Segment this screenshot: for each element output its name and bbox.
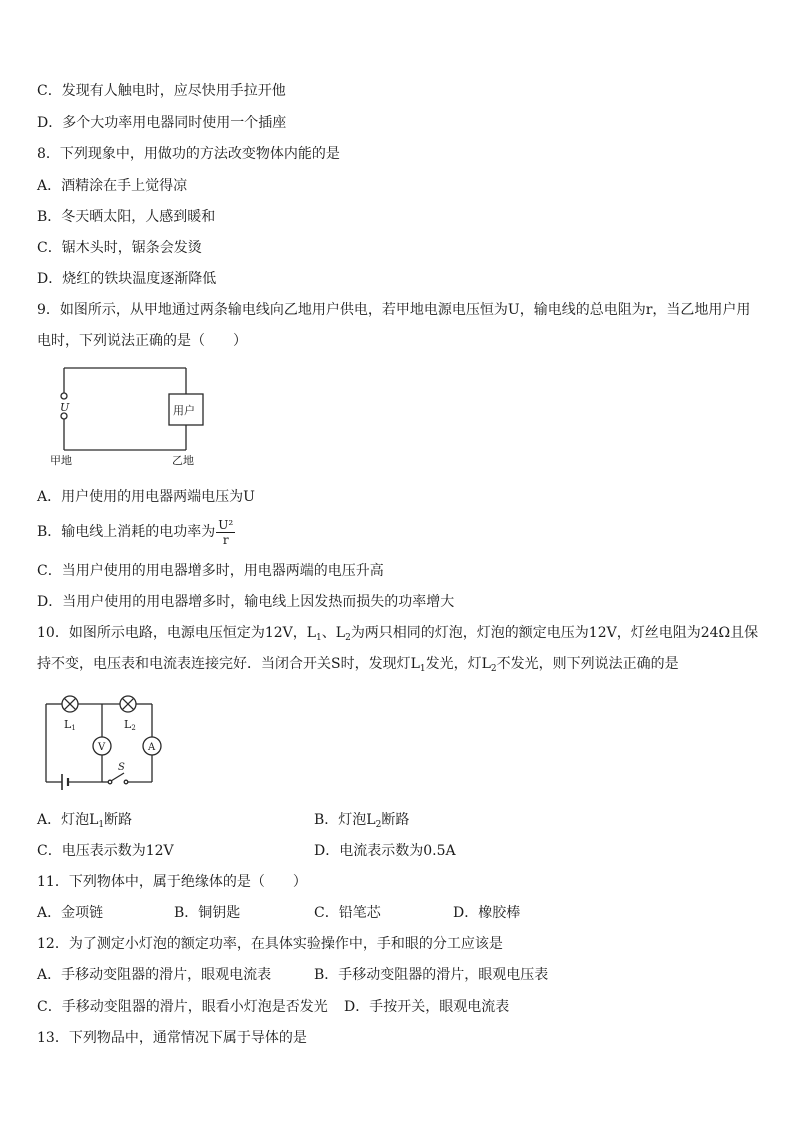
q9-right-place-label: 乙地: [172, 454, 194, 467]
q8-option-b: B．冬天晒太阳，人感到暖和: [37, 209, 216, 225]
q9-option-b-numerator: U²: [218, 517, 234, 532]
q10-stem-line2-part-b: 发光，灯L: [425, 656, 491, 672]
q10-option-a-post: 断路: [104, 812, 133, 828]
q10-stem-line1-sub2: 2: [345, 633, 351, 643]
q12-option-c: C．手移动变阻器的滑片，眼看小灯泡是否发光: [37, 999, 328, 1015]
q11-option-c: C．铅笔芯: [314, 905, 381, 921]
q8-stem: 8．下列现象中，用做功的方法改变物体内能的是: [37, 146, 340, 162]
q10-ammeter-label: A: [148, 742, 156, 753]
q9-load-label: 用户: [173, 404, 195, 417]
q8-option-c: C．锯木头时，锯条会发烫: [37, 240, 202, 256]
q10-stem-line2-sub2: 2: [490, 664, 497, 674]
q12-option-b: B．手移动变阻器的滑片，眼观电压表: [314, 967, 549, 983]
q9-option-c: C．当用户使用的用电器增多时，用电器两端的电压升高: [37, 563, 384, 579]
q11-stem: 11．下列物体中，属于绝缘体的是（ ）: [37, 874, 307, 890]
q13-stem: 13．下列物品中，通常情况下属于导体的是: [37, 1030, 307, 1046]
q10-option-b-sub: 2: [375, 820, 382, 830]
q9-stem-line2: 电时，下列说法正确的是（ ）: [37, 333, 247, 349]
q10-stem-line2-part-c: 不发光，则下列说法正确的是: [496, 656, 679, 672]
q9-option-d: D．当用户使用的用电器增多时，输电线上因发热而损失的功率增大: [37, 594, 455, 610]
q10-stem-line1-sub1: 1: [316, 633, 322, 643]
q9-terminal-top: [61, 393, 67, 399]
q9-option-b-text: B．输电线上消耗的电功率为: [37, 524, 216, 540]
q8-option-a: A．酒精涂在手上觉得凉: [37, 178, 188, 194]
q10-lamp1-label: L1: [64, 718, 76, 732]
q11-option-a: A．金项链: [37, 905, 104, 921]
q9-option-b: [37, 517, 235, 547]
q10-stem-line2-part-a: 持不变，电压表和电流表连接完好．当闭合开关S时，发现灯L: [37, 656, 420, 672]
q9-stem-line1: 9．如图所示，从甲地通过两条输电线向乙地用户供电，若甲地电源电压恒为U，输电线的总电阻为r，当乙地用户用: [37, 302, 751, 318]
q9-option-b-denominator: r: [222, 532, 229, 547]
q10-voltmeter-label: V: [98, 742, 106, 753]
q7-option-d: D．多个大功率用电器同时使用一个插座: [37, 115, 287, 131]
q9-circuit-figure: [46, 362, 216, 468]
q7-option-c: C．发现有人触电时，应尽快用手拉开他: [37, 83, 286, 99]
q10-switch-label: S: [118, 762, 125, 773]
q11-option-d: D．橡胶棒: [453, 905, 521, 921]
q10-stem-line1-part-b: 、L: [321, 625, 346, 641]
q10-option-a-pre: A．灯泡L: [37, 812, 99, 828]
q12-option-d: D．手按开关，眼观电流表: [344, 999, 510, 1015]
q10-stem-line1-part-a: 10．如图所示电路，电源电压恒定为12V，L: [37, 625, 317, 641]
q10-option-d: D．电流表示数为0.5A: [314, 843, 456, 859]
q10-stem-line2-sub1: 1: [419, 664, 426, 674]
q9-option-b-fraction: [216, 518, 235, 547]
q10-lamp2-label: L2: [124, 718, 136, 732]
q10-stem-line2: [37, 655, 679, 673]
q10-option-b-post: 断路: [381, 812, 410, 828]
q9-option-a: A．用户使用的用电器两端电压为U: [37, 489, 255, 505]
q8-option-d: D．烧红的铁块温度逐渐降低: [37, 271, 217, 287]
q9-left-place-label: 甲地: [50, 454, 72, 467]
q10-circuit-figure: [40, 690, 170, 796]
q10-option-a: [37, 811, 132, 829]
q10-option-c: C．电压表示数为12V: [37, 843, 174, 859]
q10-stem-line1-part-c: 为两只相同的灯泡，灯泡的额定电压为12V，灯丝电阻为24Ω且保: [350, 625, 759, 641]
q12-stem: 12．为了测定小灯泡的额定功率，在具体实验操作中，手和眼的分工应该是: [37, 936, 503, 952]
q10-option-b-pre: B．灯泡L: [314, 812, 376, 828]
q10-option-a-sub: 1: [98, 820, 105, 830]
q12-option-a: A．手移动变阻器的滑片，眼观电流表: [37, 967, 272, 983]
q11-option-b: B．铜钥匙: [174, 905, 241, 921]
q9-source-label: U: [60, 401, 70, 414]
q10-option-b: [314, 811, 409, 829]
q10-switch-blade: [111, 773, 124, 781]
q10-stem-line1: [37, 624, 758, 642]
